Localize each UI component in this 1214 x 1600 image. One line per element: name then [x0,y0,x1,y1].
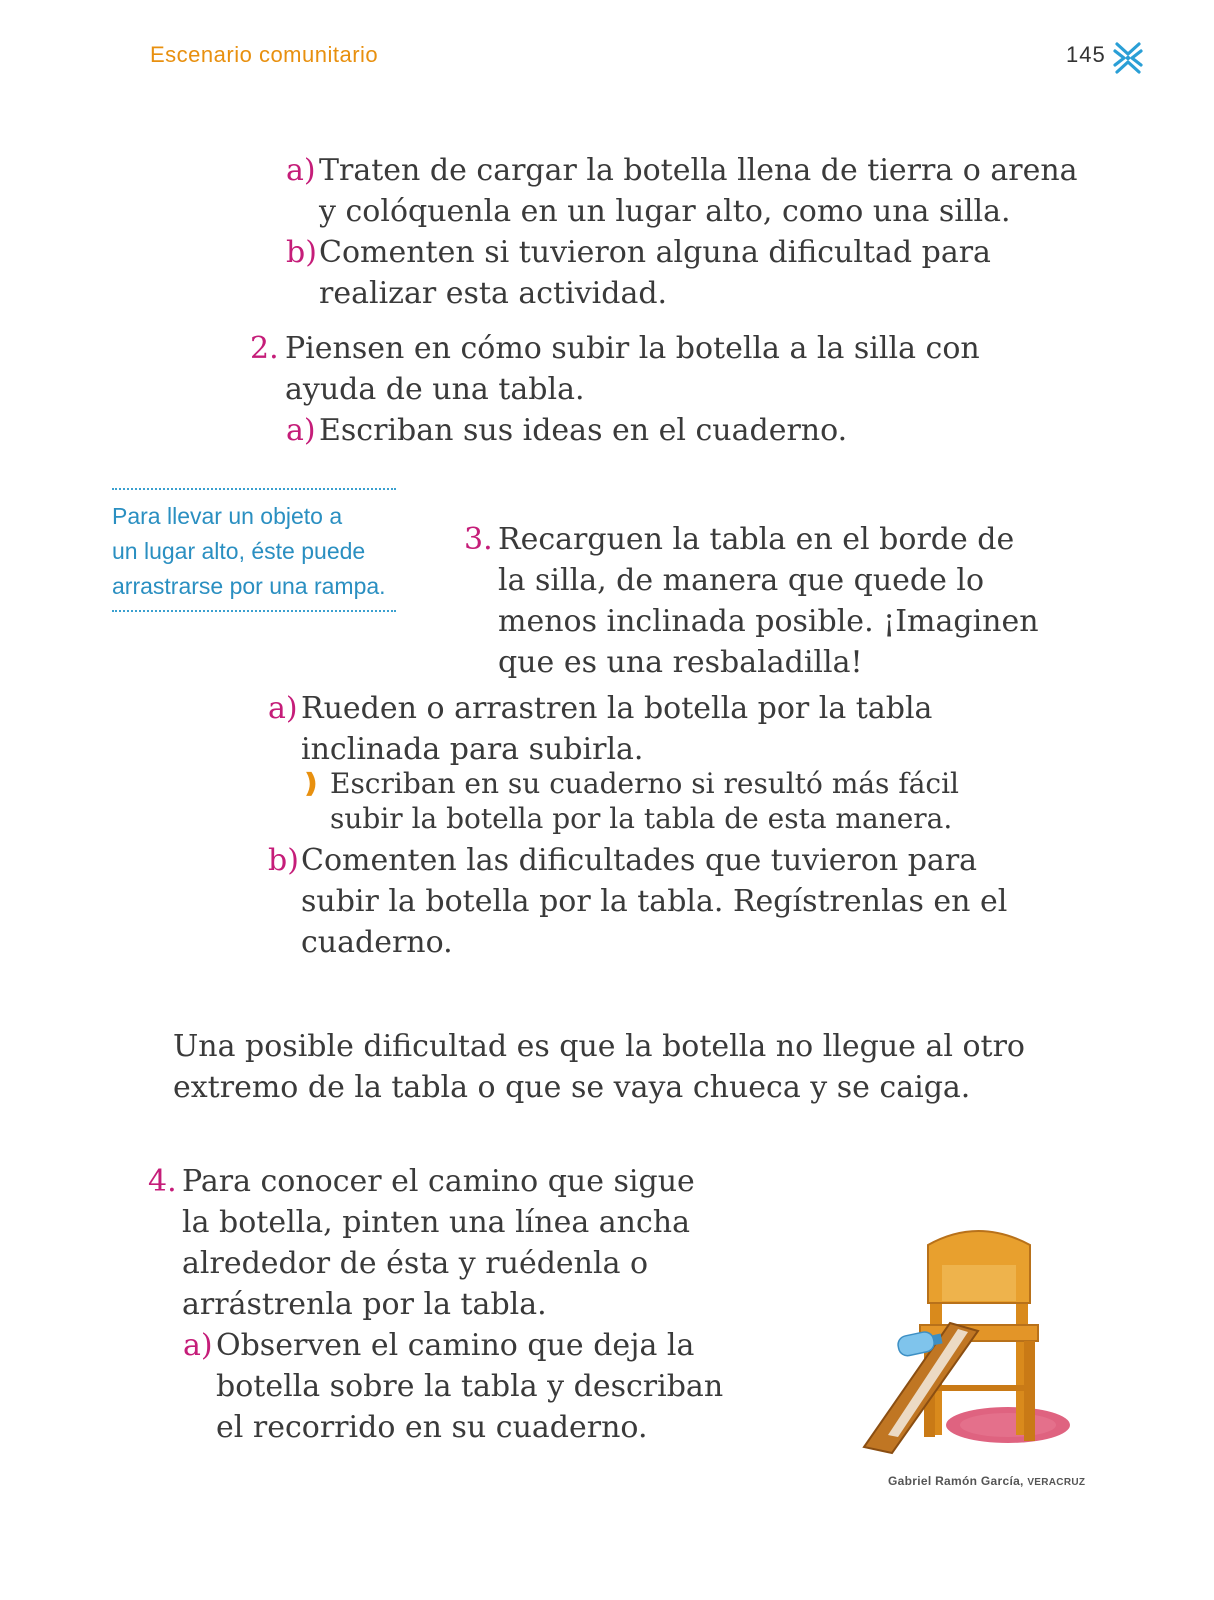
item4-number: 4. [148,1164,177,1199]
item3-a-line2: inclinada para subirla. [301,732,644,767]
side-note [112,488,396,612]
item2-number: 2. [250,331,279,366]
item4-a-line2: botella sobre la tabla y describan [216,1369,724,1404]
answer-line1: Una posible dificultad es que la botella no llegue al otro [173,1029,1025,1064]
item1-b-line1: Comenten si tuvieron alguna dificultad para [319,235,991,270]
item1-a-line1: Traten de cargar la botella llena de tierra o arena [319,153,1078,188]
item1-a-line2: y colóquenla en un lugar alto, como una silla. [319,194,1011,229]
page-number: 145 [1066,42,1106,67]
side-note-line: arrastrarse por una rampa. [112,573,386,599]
item2-a-text: Escriban sus ideas en el cuaderno. [319,413,848,448]
item3-bullet-line2: subir la botella por la tabla de esta manera. [330,802,953,835]
item3-line3: menos inclinada posible. ¡Imaginen [498,604,1039,639]
item3-line2: la silla, de manera que quede lo [498,563,985,598]
item3-b-line1: Comenten las dificultades que tuvieron para [301,843,978,878]
bullet-chevron-icon: ❫ [300,768,322,798]
item3-bullet-line1: Escriban en su cuaderno si resultó más fácil [330,767,959,800]
item4-a-line3: el recorrido en su cuaderno. [216,1410,648,1445]
illustration-credit [888,1474,1085,1488]
item4-a-marker: a) [183,1328,213,1363]
item1-b-marker: b) [286,235,317,270]
item2-line2: ayuda de una tabla. [285,372,585,407]
item3-line4: que es una resbaladilla! [498,645,863,680]
credit-state: VERACRUZ [1027,1477,1086,1488]
item3-b-line2: subir la botella por la tabla. Regístrenlas en el [301,884,1008,919]
answer-line2: extremo de la tabla o que se vaya chueca y se caiga. [173,1070,971,1105]
item3-b-line3: cuaderno. [301,925,453,960]
item3-number: 3. [464,522,493,557]
item1-a-marker: a) [286,153,316,188]
item4-line1: Para conocer el camino que sigue [182,1164,695,1199]
item2-line1: Piensen en cómo subir la botella a la silla con [285,331,980,366]
item1-b-line2: realizar esta actividad. [319,276,668,311]
item4-line2: la botella, pinten una línea ancha [182,1205,690,1240]
item4-line4: arrástrenla por la tabla. [182,1287,547,1322]
sep-star-logo-icon [1112,40,1144,76]
item2-a-marker: a) [286,413,316,448]
item4-a-line1: Observen el camino que deja la [216,1328,695,1363]
credit-name: Gabriel Ramón García, [888,1474,1024,1488]
side-note-line: un lugar alto, éste puede [112,538,366,564]
side-note-line: Para llevar un objeto a [112,503,343,529]
section-title: Escenario comunitario [150,42,379,67]
item4-line3: alrededor de ésta y ruédenla o [182,1246,649,1281]
item3-b-marker: b) [268,843,299,878]
chair-ramp-illustration [858,1225,1078,1465]
item3-line1: Recarguen la tabla en el borde de [498,522,1015,557]
item3-a-line1: Rueden o arrastren la botella por la tabla [301,691,933,726]
item3-a-marker: a) [268,691,298,726]
